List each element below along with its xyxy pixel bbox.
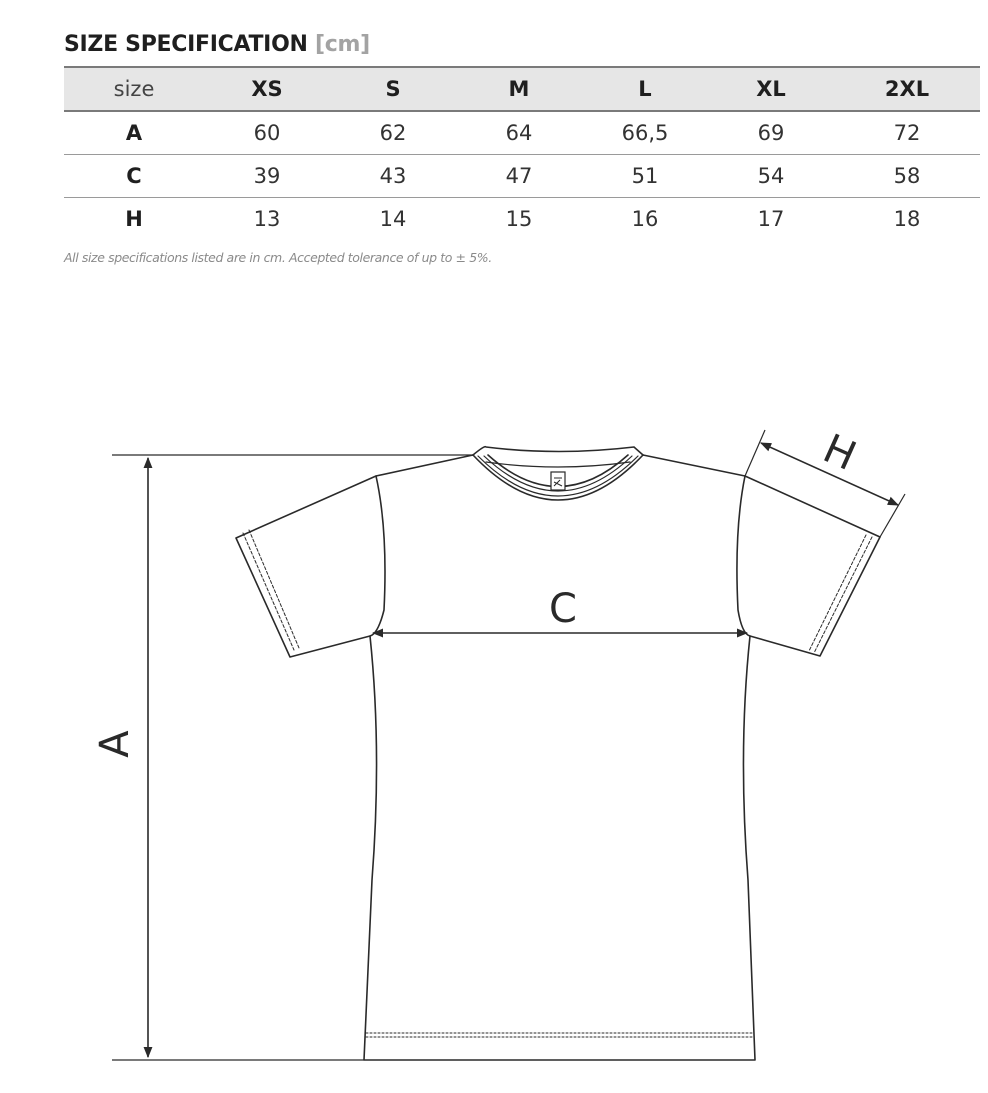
table-cell: 13 [253, 207, 281, 231]
right-sleeve-stitching [809, 535, 872, 653]
table-cell: 66,5 [582, 111, 708, 155]
title-main: SIZE SPECIFICATION [64, 32, 308, 57]
dimension-a [92, 455, 473, 1060]
dimension-h [745, 426, 905, 537]
table-cell: 58 [834, 155, 980, 198]
size-header: S [330, 67, 456, 111]
dimension-h-label: H [816, 425, 863, 481]
back-neck-seam [486, 462, 630, 467]
right-sleeve-outline [745, 476, 880, 656]
table-cell: 43 [330, 155, 456, 198]
row-label: H [125, 207, 143, 231]
table-cell: 62 [330, 111, 456, 155]
table-cell: 15 [505, 207, 533, 231]
size-corner-label: size [64, 67, 204, 111]
dimension-a-label: A [92, 730, 138, 758]
size-header: 2XL [834, 67, 980, 111]
left-sleeve-stitching [243, 530, 299, 650]
table-cell: 60 [204, 111, 330, 155]
size-header: XS [204, 67, 330, 111]
size-header: L [582, 67, 708, 111]
table-cell: 54 [708, 155, 834, 198]
title-unit: [cm] [314, 32, 370, 57]
tolerance-note: All size specifications listed are in cm. Accepted tolerance of up to ± 5%. [64, 250, 492, 265]
back-neck [473, 447, 643, 455]
shirt-body-outline [364, 455, 755, 1060]
table-cell: 39 [204, 155, 330, 198]
size-header: M [456, 67, 582, 111]
row-label: C [64, 155, 204, 198]
table-cell: 47 [456, 155, 582, 198]
table-cell: 16 [631, 207, 659, 231]
table-cell: 17 [757, 207, 785, 231]
hem-stitching [366, 1033, 754, 1037]
table-cell: 18 [893, 207, 921, 231]
table-cell: 14 [379, 207, 407, 231]
row-label: A [64, 111, 204, 155]
table-cell: 51 [582, 155, 708, 198]
table-cell: 69 [708, 111, 834, 155]
left-sleeve-outline [236, 476, 376, 657]
size-header: XL [708, 67, 834, 111]
dimension-c-label: C [549, 586, 577, 632]
dimension-c [373, 586, 747, 633]
table-cell: 64 [456, 111, 582, 155]
table-cell: 72 [834, 111, 980, 155]
neck-label-icon [551, 472, 565, 490]
